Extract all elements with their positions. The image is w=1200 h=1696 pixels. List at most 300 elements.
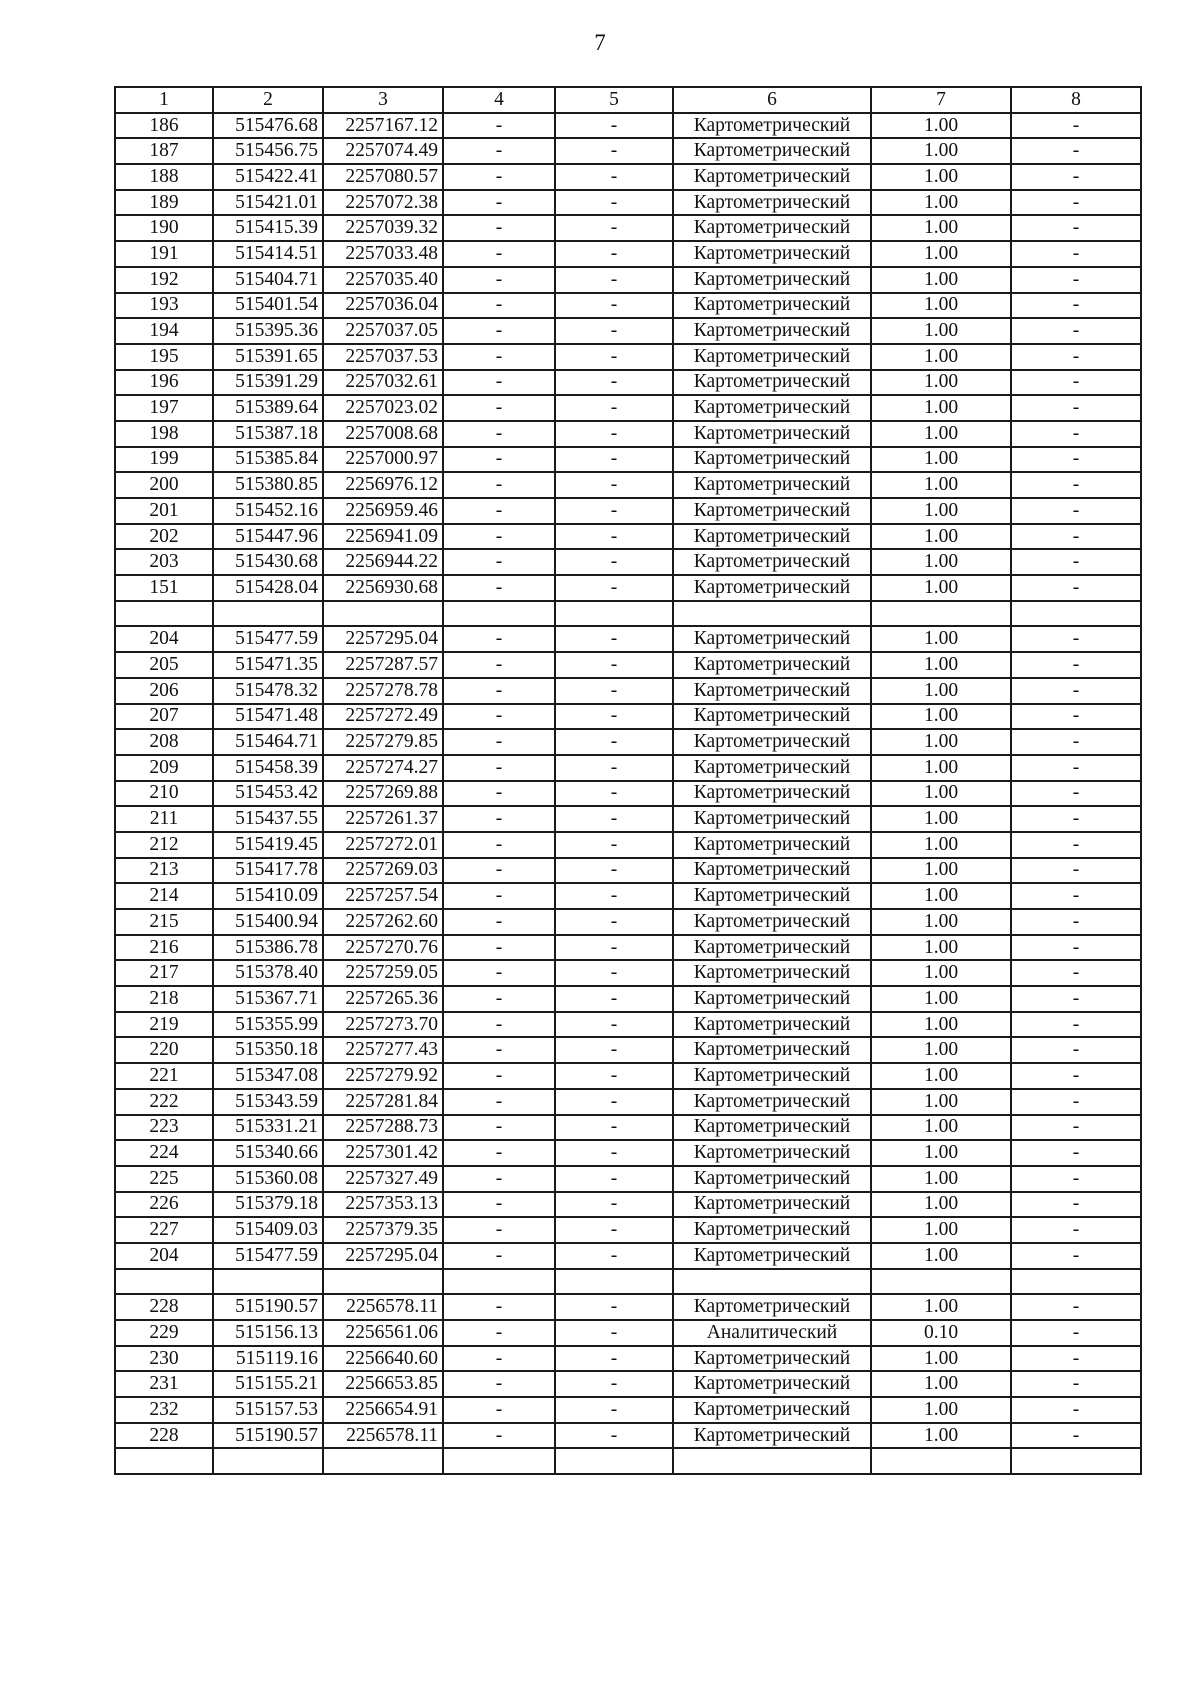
table-cell-col3: 2256640.60 <box>323 1346 443 1372</box>
table-cell-col4: - <box>443 935 555 961</box>
table-cell-col2: 515410.09 <box>213 883 323 909</box>
table-cell-col1: 191 <box>115 241 213 267</box>
table-cell-col4: - <box>443 447 555 473</box>
table-cell-col4: - <box>443 164 555 190</box>
table-cell-col4: - <box>443 1166 555 1192</box>
table-cell-col7: 1.00 <box>871 1140 1011 1166</box>
table-row <box>115 241 1141 267</box>
table-cell-col7 <box>871 1269 1011 1295</box>
table-cell-col6: Картометрический <box>673 498 871 524</box>
table-cell-col1: 220 <box>115 1037 213 1063</box>
table-cell-col6: Картометрический <box>673 447 871 473</box>
table-row <box>115 781 1141 807</box>
table-cell-col7: 1.00 <box>871 1371 1011 1397</box>
table-cell-col5: - <box>555 1320 673 1346</box>
table-cell-col1 <box>115 1269 213 1295</box>
table-cell-col6: Картометрический <box>673 678 871 704</box>
table-cell-col6: Картометрический <box>673 883 871 909</box>
table-row <box>115 1346 1141 1372</box>
table-cell-col4: - <box>443 524 555 550</box>
table-row <box>115 395 1141 421</box>
table-cell-col5: - <box>555 704 673 730</box>
table-cell-col1: 232 <box>115 1397 213 1423</box>
table-row <box>115 293 1141 319</box>
table-row <box>115 344 1141 370</box>
table-cell-col7: 1.00 <box>871 729 1011 755</box>
table-cell-col6: Картометрический <box>673 344 871 370</box>
table-cell-col7: 1.00 <box>871 138 1011 164</box>
table-cell-col7: 1.00 <box>871 267 1011 293</box>
table-row <box>115 113 1141 139</box>
table-cell-col1: 221 <box>115 1063 213 1089</box>
table-cell-col8: - <box>1011 986 1141 1012</box>
table-cell-col1: 226 <box>115 1192 213 1218</box>
table-row <box>115 626 1141 652</box>
table-cell-col1: 204 <box>115 626 213 652</box>
table-cell-col8: - <box>1011 678 1141 704</box>
table-cell-col7: 1.00 <box>871 935 1011 961</box>
table-cell-col1: 211 <box>115 806 213 832</box>
table-cell-col3: 2256578.11 <box>323 1423 443 1449</box>
table-cell-col4: - <box>443 960 555 986</box>
table-cell-col8: - <box>1011 549 1141 575</box>
table-cell-col3: 2257257.54 <box>323 883 443 909</box>
table-cell-col2: 515156.13 <box>213 1320 323 1346</box>
table-cell-col5: - <box>555 1243 673 1269</box>
table-cell-col3: 2256654.91 <box>323 1397 443 1423</box>
table-cell-col4: - <box>443 190 555 216</box>
table-cell-col1: 210 <box>115 781 213 807</box>
table-cell-col3: 2257037.53 <box>323 344 443 370</box>
table-row <box>115 549 1141 575</box>
table-row <box>115 421 1141 447</box>
table-cell-col1: 217 <box>115 960 213 986</box>
table-row <box>115 935 1141 961</box>
table-cell-col2: 515190.57 <box>213 1423 323 1449</box>
table-cell-col2: 515414.51 <box>213 241 323 267</box>
table-cell-col2 <box>213 1448 323 1474</box>
table-cell-col8: - <box>1011 370 1141 396</box>
table-cell-col7: 1.00 <box>871 215 1011 241</box>
table-cell-col7: 1.00 <box>871 1346 1011 1372</box>
table-cell-col4: - <box>443 652 555 678</box>
table-cell-col6: Картометрический <box>673 215 871 241</box>
table-cell-col8: - <box>1011 267 1141 293</box>
table-cell-col2: 515190.57 <box>213 1294 323 1320</box>
table-cell-col3: 2257274.27 <box>323 755 443 781</box>
table-cell-col7: 1.00 <box>871 806 1011 832</box>
table-cell-col8: - <box>1011 1063 1141 1089</box>
table-cell-col2 <box>213 601 323 627</box>
table-cell-col7: 1.00 <box>871 909 1011 935</box>
table-row <box>115 1012 1141 1038</box>
table-cell-col4: - <box>443 1320 555 1346</box>
table-separator-row <box>115 1448 1141 1474</box>
table-cell-col2: 515155.21 <box>213 1371 323 1397</box>
table-cell-col2: 515430.68 <box>213 549 323 575</box>
table-cell-col5: - <box>555 395 673 421</box>
table-cell-col3: 2257272.01 <box>323 832 443 858</box>
table-cell-col8: - <box>1011 293 1141 319</box>
table-row <box>115 1397 1141 1423</box>
table-cell-col4: - <box>443 113 555 139</box>
table-cell-col6: Картометрический <box>673 986 871 1012</box>
table-cell-col2: 515401.54 <box>213 293 323 319</box>
table-cell-col2: 515347.08 <box>213 1063 323 1089</box>
table-cell-col3: 2257273.70 <box>323 1012 443 1038</box>
table-cell-col1: 202 <box>115 524 213 550</box>
table-cell-col5: - <box>555 781 673 807</box>
table-cell-col7 <box>871 1448 1011 1474</box>
table-cell-col4: - <box>443 1346 555 1372</box>
table-cell-col2: 515378.40 <box>213 960 323 986</box>
table-cell-col3: 2257259.05 <box>323 960 443 986</box>
table-row <box>115 575 1141 601</box>
table-cell-col2: 515119.16 <box>213 1346 323 1372</box>
table-cell-col7: 1.00 <box>871 164 1011 190</box>
table-cell-col8: - <box>1011 421 1141 447</box>
table-row <box>115 1115 1141 1141</box>
table-cell-col8: - <box>1011 1192 1141 1218</box>
table-cell-col1: 224 <box>115 1140 213 1166</box>
table-cell-col2: 515422.41 <box>213 164 323 190</box>
table-cell-col3: 2257080.57 <box>323 164 443 190</box>
table-cell-col2: 515360.08 <box>213 1166 323 1192</box>
table-cell-col2: 515355.99 <box>213 1012 323 1038</box>
table-cell-col6: Картометрический <box>673 858 871 884</box>
table-cell-col6: Аналитический <box>673 1320 871 1346</box>
table-cell-col5 <box>555 1269 673 1295</box>
table-cell-col6: Картометрический <box>673 370 871 396</box>
table-cell-col6: Картометрический <box>673 575 871 601</box>
table-cell-col5: - <box>555 1140 673 1166</box>
table-cell-col3: 2257033.48 <box>323 241 443 267</box>
table-row <box>115 267 1141 293</box>
table-cell-col2: 515391.65 <box>213 344 323 370</box>
table-cell-col7: 1.00 <box>871 472 1011 498</box>
table-cell-col4: - <box>443 1423 555 1449</box>
table-row <box>115 498 1141 524</box>
table-cell-col6: Картометрический <box>673 293 871 319</box>
table-cell-col7: 1.00 <box>871 626 1011 652</box>
table-cell-col5: - <box>555 113 673 139</box>
table-cell-col5 <box>555 601 673 627</box>
table-row <box>115 678 1141 704</box>
table-cell-col2: 515453.42 <box>213 781 323 807</box>
table-cell-col5: - <box>555 293 673 319</box>
table-cell-col6: Картометрический <box>673 781 871 807</box>
table-cell-col4: - <box>443 986 555 1012</box>
table-cell-col6: Картометрический <box>673 832 871 858</box>
table-cell-col7: 1.00 <box>871 1012 1011 1038</box>
table-cell-col6: Картометрический <box>673 1012 871 1038</box>
table-cell-col3: 2256976.12 <box>323 472 443 498</box>
table-cell-col7: 1.00 <box>871 318 1011 344</box>
table-row <box>115 447 1141 473</box>
table-cell-col7: 1.00 <box>871 447 1011 473</box>
table-cell-col6: Картометрический <box>673 1346 871 1372</box>
table-cell-col3: 2256959.46 <box>323 498 443 524</box>
table-cell-col5 <box>555 1448 673 1474</box>
table-row <box>115 755 1141 781</box>
table-cell-col8: - <box>1011 1397 1141 1423</box>
table-cell-col4: - <box>443 1140 555 1166</box>
table-row <box>115 832 1141 858</box>
table-cell-col4: - <box>443 1192 555 1218</box>
table-cell-col5: - <box>555 1037 673 1063</box>
table-cell-col8: - <box>1011 524 1141 550</box>
table-cell-col7: 1.00 <box>871 395 1011 421</box>
table-cell-col6: Картометрический <box>673 909 871 935</box>
table-cell-col8 <box>1011 601 1141 627</box>
table-cell-col1: 188 <box>115 164 213 190</box>
table-cell-col2: 515387.18 <box>213 421 323 447</box>
header-cell-col2: 2 <box>213 87 323 113</box>
table-row <box>115 704 1141 730</box>
table-cell-col5: - <box>555 421 673 447</box>
table-cell-col1: 215 <box>115 909 213 935</box>
table-cell-col6: Картометрический <box>673 1371 871 1397</box>
table-cell-col8: - <box>1011 472 1141 498</box>
table-cell-col3: 2256561.06 <box>323 1320 443 1346</box>
table-cell-col5: - <box>555 267 673 293</box>
table-row <box>115 1294 1141 1320</box>
table-cell-col6: Картометрический <box>673 729 871 755</box>
table-cell-col1: 230 <box>115 1346 213 1372</box>
table-cell-col2 <box>213 1269 323 1295</box>
table-cell-col1: 186 <box>115 113 213 139</box>
table-cell-col3: 2256653.85 <box>323 1371 443 1397</box>
table-cell-col6: Картометрический <box>673 1243 871 1269</box>
table-cell-col1: 203 <box>115 549 213 575</box>
table-cell-col5: - <box>555 549 673 575</box>
table-cell-col5: - <box>555 652 673 678</box>
table-cell-col4: - <box>443 395 555 421</box>
table-cell-col7: 1.00 <box>871 1243 1011 1269</box>
table-cell-col8: - <box>1011 1243 1141 1269</box>
header-cell-col5: 5 <box>555 87 673 113</box>
table-row <box>115 652 1141 678</box>
table-cell-col3: 2257287.57 <box>323 652 443 678</box>
table-cell-col8: - <box>1011 1217 1141 1243</box>
table-cell-col8: - <box>1011 935 1141 961</box>
table-cell-col4: - <box>443 138 555 164</box>
table-cell-col6: Картометрический <box>673 421 871 447</box>
table-cell-col5: - <box>555 935 673 961</box>
table-cell-col1: 190 <box>115 215 213 241</box>
table-cell-col3: 2257039.32 <box>323 215 443 241</box>
table-cell-col1: 228 <box>115 1294 213 1320</box>
table-cell-col1: 214 <box>115 883 213 909</box>
table-cell-col1: 222 <box>115 1089 213 1115</box>
table-cell-col8: - <box>1011 832 1141 858</box>
table-cell-col1: 198 <box>115 421 213 447</box>
table-cell-col3: 2257295.04 <box>323 626 443 652</box>
table-cell-col7: 1.00 <box>871 960 1011 986</box>
table-cell-col1: 227 <box>115 1217 213 1243</box>
table-cell-col4: - <box>443 1294 555 1320</box>
table-cell-col7: 1.00 <box>871 370 1011 396</box>
table-cell-col5: - <box>555 215 673 241</box>
table-cell-col2: 515437.55 <box>213 806 323 832</box>
table-cell-col5: - <box>555 1294 673 1320</box>
table-cell-col4 <box>443 1269 555 1295</box>
table-cell-col2: 515456.75 <box>213 138 323 164</box>
table-row <box>115 1371 1141 1397</box>
table-cell-col8 <box>1011 1269 1141 1295</box>
table-cell-col4 <box>443 601 555 627</box>
table-cell-col1: 151 <box>115 575 213 601</box>
table-cell-col1: 209 <box>115 755 213 781</box>
table-row <box>115 1089 1141 1115</box>
table-cell-col2: 515395.36 <box>213 318 323 344</box>
table-cell-col4: - <box>443 1217 555 1243</box>
table-cell-col6: Картометрический <box>673 1089 871 1115</box>
table-cell-col7: 1.00 <box>871 190 1011 216</box>
table-cell-col6 <box>673 1448 871 1474</box>
table-cell-col4: - <box>443 858 555 884</box>
table-cell-col6: Картометрический <box>673 960 871 986</box>
table-cell-col7: 1.00 <box>871 1063 1011 1089</box>
table-cell-col8: - <box>1011 215 1141 241</box>
table-cell-col2: 515415.39 <box>213 215 323 241</box>
table-cell-col4: - <box>443 832 555 858</box>
table-cell-col6: Картометрический <box>673 806 871 832</box>
table-cell-col8: - <box>1011 1012 1141 1038</box>
table-cell-col8: - <box>1011 1166 1141 1192</box>
table-cell-col3: 2257035.40 <box>323 267 443 293</box>
table-row <box>115 1166 1141 1192</box>
table-cell-col7: 1.00 <box>871 1037 1011 1063</box>
table-row <box>115 1243 1141 1269</box>
table-cell-col6: Картометрический <box>673 1423 871 1449</box>
table-cell-col5: - <box>555 909 673 935</box>
table-cell-col6: Картометрический <box>673 318 871 344</box>
table-cell-col1: 187 <box>115 138 213 164</box>
table-cell-col5: - <box>555 832 673 858</box>
table-cell-col3: 2257032.61 <box>323 370 443 396</box>
table-cell-col6: Картометрический <box>673 113 871 139</box>
table-cell-col5: - <box>555 1115 673 1141</box>
table-cell-col7: 1.00 <box>871 781 1011 807</box>
table-cell-col2: 515367.71 <box>213 986 323 1012</box>
table-cell-col4: - <box>443 267 555 293</box>
table-cell-col3: 2257269.88 <box>323 781 443 807</box>
table-row <box>115 1423 1141 1449</box>
table-cell-col8: - <box>1011 575 1141 601</box>
header-cell-col1: 1 <box>115 87 213 113</box>
table-cell-col5: - <box>555 138 673 164</box>
table-cell-col8: - <box>1011 1320 1141 1346</box>
table-cell-col2: 515477.59 <box>213 1243 323 1269</box>
table-cell-col4: - <box>443 344 555 370</box>
table-cell-col2: 515471.35 <box>213 652 323 678</box>
table-cell-col8: - <box>1011 241 1141 267</box>
table-cell-col7: 1.00 <box>871 1397 1011 1423</box>
table-cell-col4: - <box>443 729 555 755</box>
table-row <box>115 1217 1141 1243</box>
table-cell-col4: - <box>443 370 555 396</box>
header-cell-col3: 3 <box>323 87 443 113</box>
table-cell-col4: - <box>443 781 555 807</box>
page-number: 7 <box>594 30 606 55</box>
table-cell-col7: 1.00 <box>871 678 1011 704</box>
table-cell-col4: - <box>443 883 555 909</box>
table-row <box>115 883 1141 909</box>
table-cell-col4: - <box>443 421 555 447</box>
table-cell-col5: - <box>555 1063 673 1089</box>
table-cell-col7: 1.00 <box>871 1089 1011 1115</box>
table-cell-col6: Картометрический <box>673 1397 871 1423</box>
table-cell-col4: - <box>443 806 555 832</box>
table-cell-col3: 2256930.68 <box>323 575 443 601</box>
table-cell-col8: - <box>1011 755 1141 781</box>
table-cell-col8: - <box>1011 729 1141 755</box>
table-cell-col5: - <box>555 883 673 909</box>
table-cell-col7: 1.00 <box>871 524 1011 550</box>
table-cell-col1: 218 <box>115 986 213 1012</box>
table-cell-col3: 2257327.49 <box>323 1166 443 1192</box>
table-cell-col2: 515385.84 <box>213 447 323 473</box>
table-cell-col1: 197 <box>115 395 213 421</box>
table-cell-col3 <box>323 1448 443 1474</box>
table-row <box>115 729 1141 755</box>
table-cell-col2: 515379.18 <box>213 1192 323 1218</box>
table-cell-col3: 2257288.73 <box>323 1115 443 1141</box>
table-cell-col1: 225 <box>115 1166 213 1192</box>
table-cell-col8: - <box>1011 781 1141 807</box>
table-cell-col2: 515391.29 <box>213 370 323 396</box>
table-cell-col3: 2257037.05 <box>323 318 443 344</box>
table-cell-col8: - <box>1011 1371 1141 1397</box>
table-cell-col1: 192 <box>115 267 213 293</box>
table-cell-col2: 515350.18 <box>213 1037 323 1063</box>
table-cell-col4: - <box>443 678 555 704</box>
table-cell-col7 <box>871 601 1011 627</box>
table-cell-col1: 212 <box>115 832 213 858</box>
table-cell-col5: - <box>555 447 673 473</box>
table-cell-col2: 515477.59 <box>213 626 323 652</box>
table-cell-col6: Картометрический <box>673 164 871 190</box>
table-cell-col1: 194 <box>115 318 213 344</box>
table-cell-col4: - <box>443 1371 555 1397</box>
table-cell-col4: - <box>443 1012 555 1038</box>
table-cell-col7: 1.00 <box>871 883 1011 909</box>
table-cell-col4: - <box>443 704 555 730</box>
table-cell-col1 <box>115 1448 213 1474</box>
table-cell-col2: 515417.78 <box>213 858 323 884</box>
table-cell-col3: 2256578.11 <box>323 1294 443 1320</box>
table-cell-col6: Картометрический <box>673 1037 871 1063</box>
table-cell-col2: 515478.32 <box>213 678 323 704</box>
table-cell-col2: 515389.64 <box>213 395 323 421</box>
table-cell-col6: Картометрический <box>673 1166 871 1192</box>
table-cell-col1: 193 <box>115 293 213 319</box>
table-cell-col8: - <box>1011 1037 1141 1063</box>
table-cell-col5: - <box>555 498 673 524</box>
table-cell-col2: 515409.03 <box>213 1217 323 1243</box>
table-cell-col3: 2257279.92 <box>323 1063 443 1089</box>
table-cell-col6: Картометрический <box>673 472 871 498</box>
table-cell-col7: 1.00 <box>871 293 1011 319</box>
table-row <box>115 1192 1141 1218</box>
table-cell-col5: - <box>555 755 673 781</box>
table-cell-col3: 2257072.38 <box>323 190 443 216</box>
table-cell-col6: Картометрический <box>673 524 871 550</box>
table-cell-col5: - <box>555 1423 673 1449</box>
table-cell-col6: Картометрический <box>673 190 871 216</box>
table-separator-row <box>115 1269 1141 1295</box>
